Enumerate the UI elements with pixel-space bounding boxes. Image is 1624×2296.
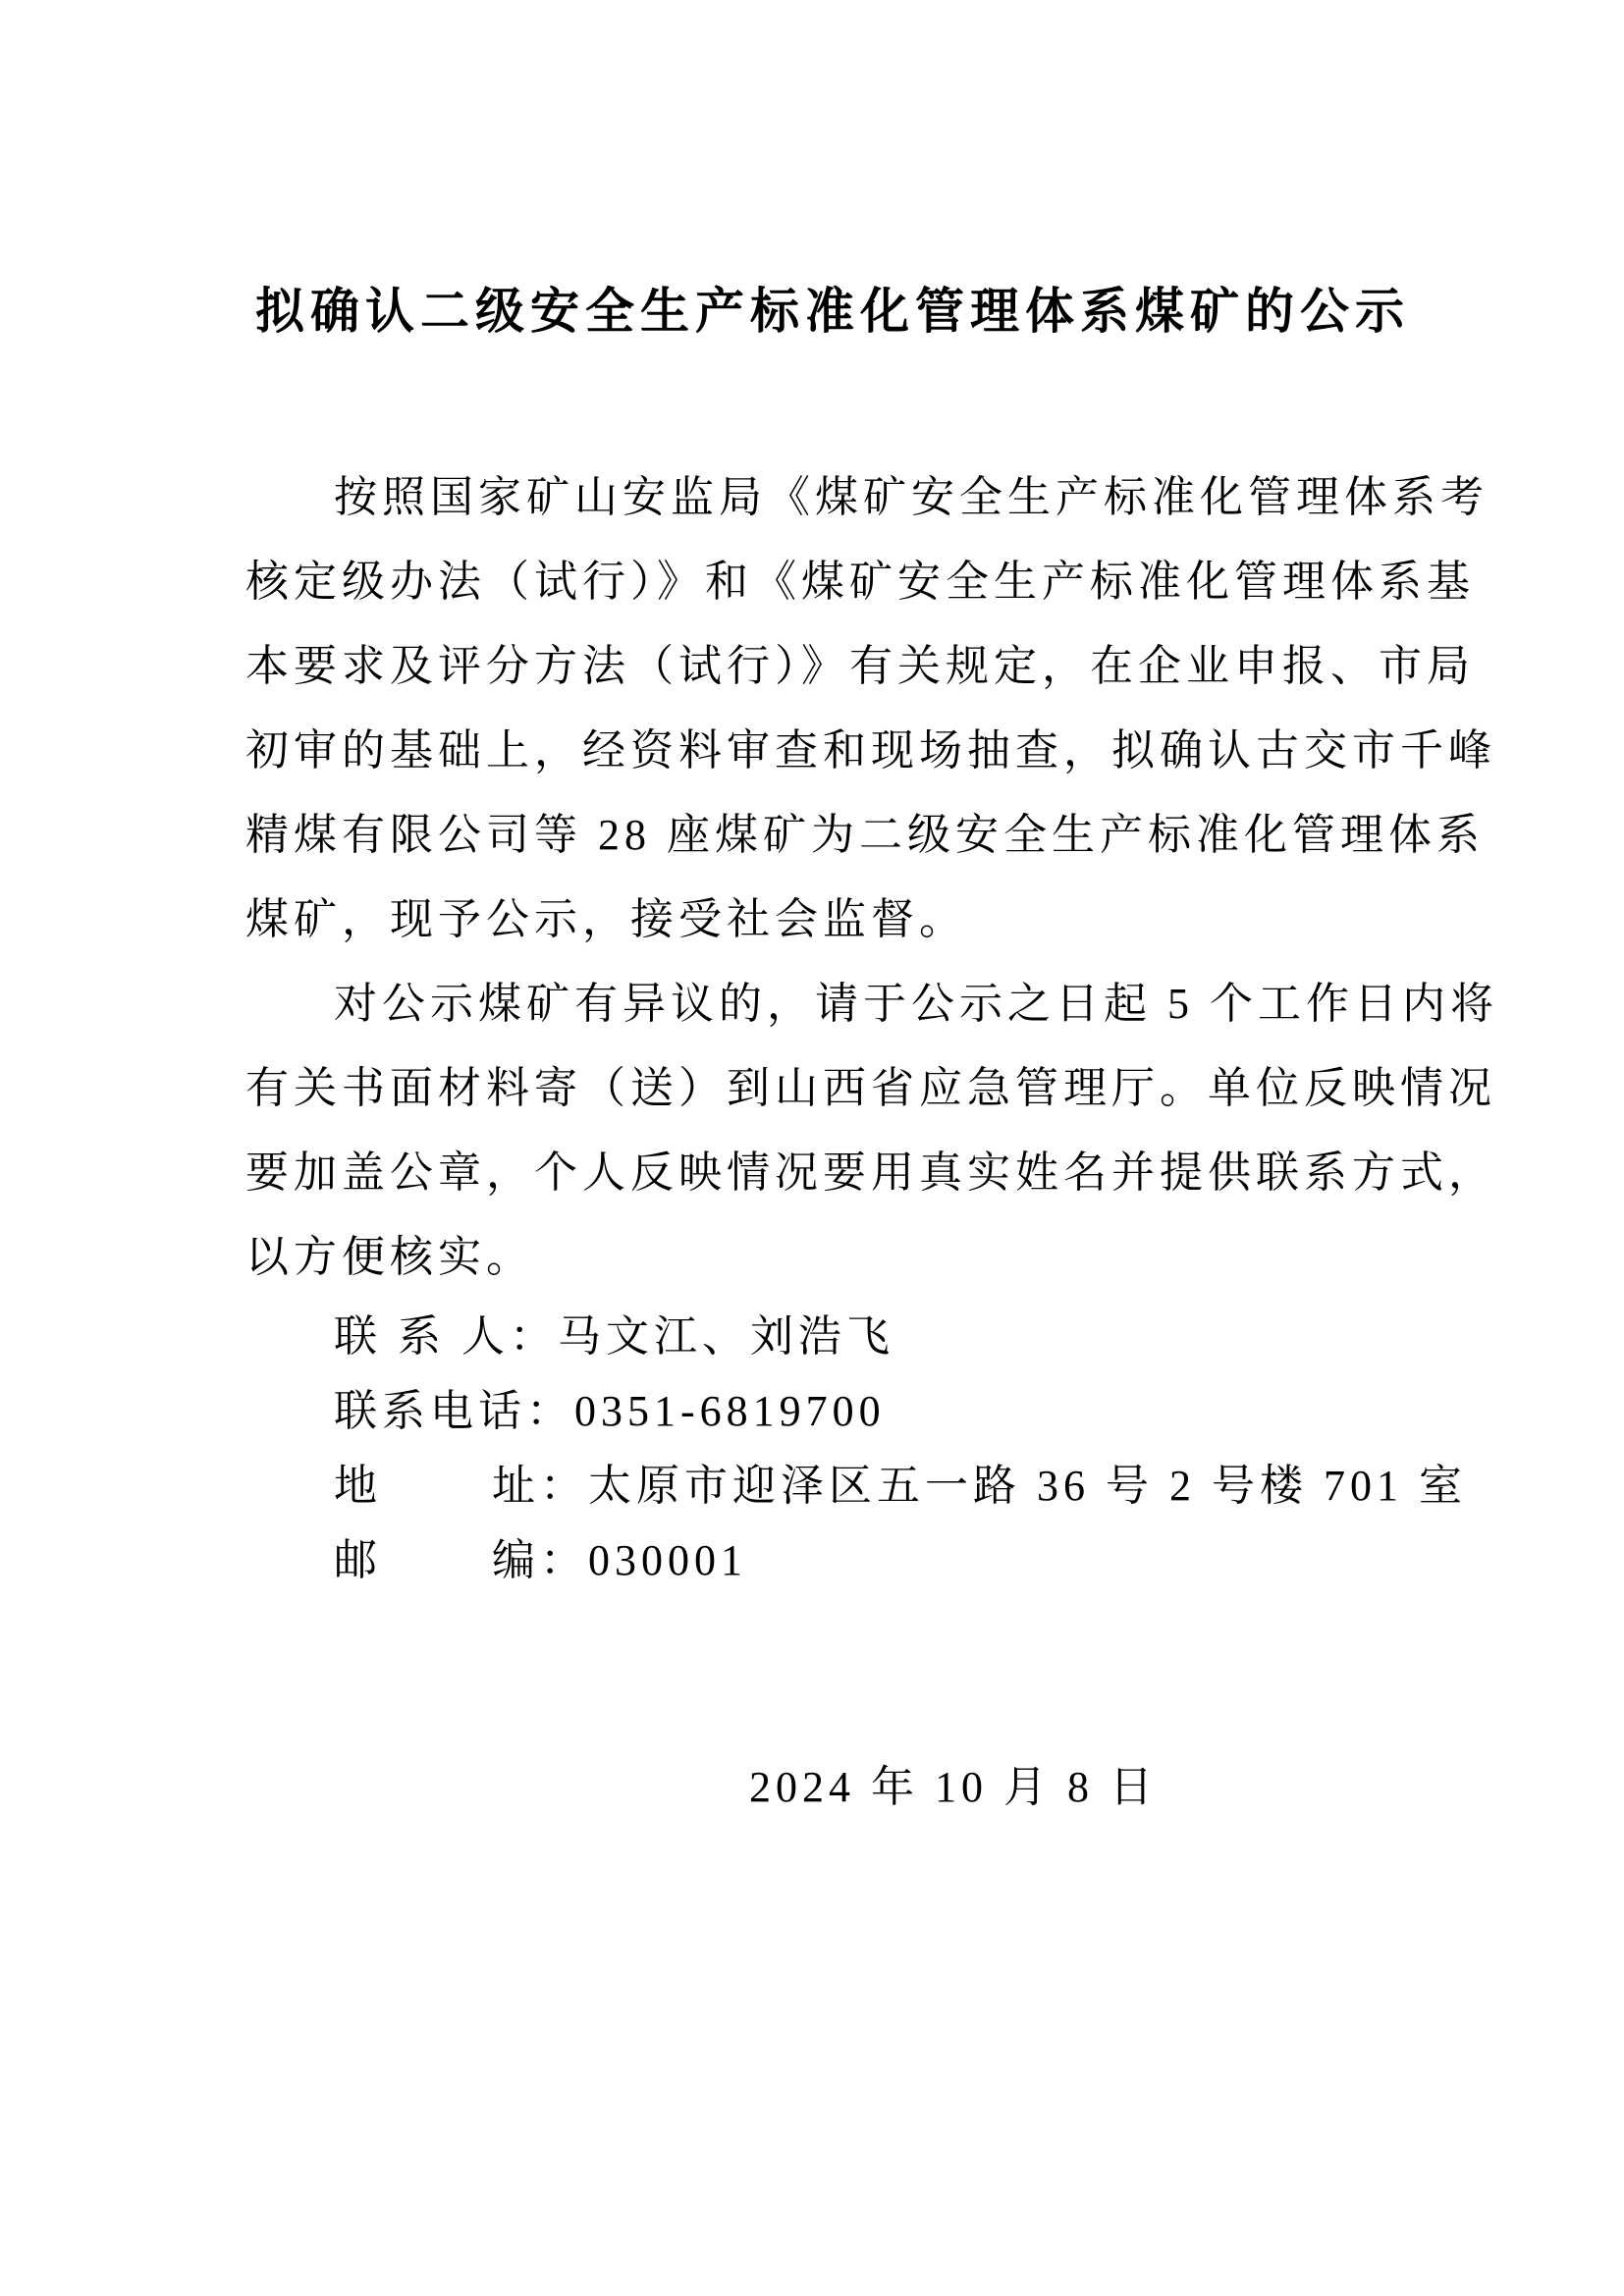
document-body <box>245 455 1498 1830</box>
paragraph1-line: 核定级办法（试行）》和《煤矿安全生产标准化管理体系基 <box>245 558 1475 606</box>
paragraph1-line: 本要求及评分方法（试行）》有关规定，在企业申报、市局 <box>245 642 1475 690</box>
contact-person-value: 马文江、刘浩飞 <box>558 1312 894 1361</box>
contact-phone-label: 联系电话： <box>334 1387 574 1435</box>
contact-zipcode-value: 030001 <box>588 1536 747 1584</box>
document-title: 拟确认二级安全生产标准化管理体系煤矿的公示 <box>255 284 1410 339</box>
paragraph1-line: 精煤有限公司等 28 座煤矿为二级安全生产标准化管理体系 <box>245 811 1485 859</box>
paragraph1-line: 初审的基础上，经资料审查和现场抽查，拟确认古交市千峰 <box>245 726 1496 774</box>
paragraph1-line: 煤矿，现予公示，接受社会监督。 <box>245 895 967 943</box>
contact-zipcode-line <box>245 1523 1420 1598</box>
contact-phone-line <box>245 1374 1420 1449</box>
document-date: 2024 年 10 月 8 日 <box>749 1763 1158 1811</box>
paragraph1-line: 按照国家矿山安监局《煤矿安全生产标准化管理体系考 <box>334 473 1489 521</box>
contact-address-label: 地 址： <box>334 1462 588 1510</box>
contact-person-line <box>245 1300 1420 1374</box>
contact-address-value: 太原市迎泽区五一路 36 号 2 号楼 701 室 <box>588 1462 1467 1510</box>
paragraph2-line: 以方便核实。 <box>245 1233 534 1281</box>
paragraph2-line: 要加盖公章，个人反映情况要用真实姓名并提供联系方式， <box>245 1148 1496 1197</box>
contact-person-label: 联 系 人： <box>334 1312 558 1361</box>
contact-zipcode-label: 邮 编： <box>334 1536 588 1584</box>
contact-address-line <box>245 1449 1467 1523</box>
paragraph2-line: 对公示煤矿有异议的，请于公示之日起 5 个工作日内将 <box>334 980 1498 1028</box>
contact-phone-value: 0351-6819700 <box>574 1387 886 1435</box>
paragraph2-line: 有关书面材料寄（送）到山西省应急管理厅。单位反映情况 <box>245 1064 1496 1112</box>
